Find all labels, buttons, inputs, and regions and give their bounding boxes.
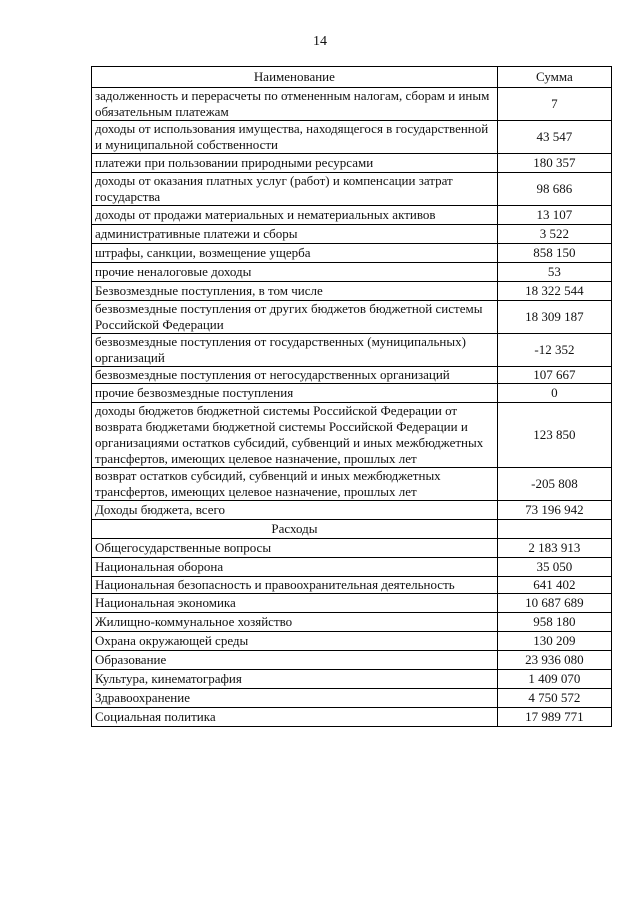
row-sum: 35 050 [497,558,611,577]
column-header-name: Наименование [92,67,498,88]
row-sum: 958 180 [497,613,611,632]
row-sum: 180 357 [497,154,611,173]
row-name: безвозмездные поступления от других бюджетов бюджетной системы Российской Федерации [92,301,498,334]
row-name: Образование [92,651,498,670]
row-name: прочие безвозмездные поступления [92,384,498,403]
row-sum: 858 150 [497,244,611,263]
row-name: Безвозмездные поступления, в том числе [92,282,498,301]
row-sum: 23 936 080 [497,651,611,670]
table-row [92,558,612,577]
table-row [92,367,612,384]
table-row [92,88,612,121]
row-name: доходы от оказания платных услуг (работ) и компенсации затрат государства [92,173,498,206]
row-name: доходы бюджетов бюджетной системы Российской Федерации от возврата бюджетами бюджетной системы Российской Федерации и организациями остатков субсидий, субвенций и иных межбюджетных трансфертов, имеющих целевое назначение, прошлых лет [92,403,498,468]
row-name: Здравоохранение [92,689,498,708]
row-sum: -205 808 [497,468,611,501]
row-sum: 7 [497,88,611,121]
row-name: Жилищно-коммунальное хозяйство [92,613,498,632]
row-sum: 10 687 689 [497,594,611,613]
row-name: Доходы бюджета, всего [92,501,498,520]
row-name: задолженность и перерасчеты по отмененным налогам, сборам и иным обязательным платежам [92,88,498,121]
budget-table [91,66,612,727]
table-row [92,539,612,558]
row-sum: 123 850 [497,403,611,468]
row-name: доходы от использования имущества, находящегося в государственной и муниципальной собственности [92,121,498,154]
row-name: безвозмездные поступления от негосударственных организаций [92,367,498,384]
table-row [92,468,612,501]
page-number: 14 [313,34,327,49]
table-row [92,577,612,594]
row-sum: 13 107 [497,206,611,225]
table-row [92,173,612,206]
table-row [92,206,612,225]
row-name: Охрана окружающей среды [92,632,498,651]
table-row [92,244,612,263]
table-row [92,403,612,468]
row-sum: 130 209 [497,632,611,651]
row-name: безвозмездные поступления от государственных (муниципальных) организаций [92,334,498,367]
row-sum: 43 547 [497,121,611,154]
section-empty-cell [497,520,611,539]
table-row [92,689,612,708]
table-row [92,594,612,613]
row-name: возврат остатков субсидий, субвенций и иных межбюджетных трансфертов, имеющих целевое назначение, прошлых лет [92,468,498,501]
row-sum: -12 352 [497,334,611,367]
table-row [92,708,612,727]
row-name: административные платежи и сборы [92,225,498,244]
table-row [92,632,612,651]
table-row [92,384,612,403]
table-row [92,282,612,301]
row-name: Национальная безопасность и правоохранительная деятельность [92,577,498,594]
row-sum: 107 667 [497,367,611,384]
table-header-row [92,67,612,88]
row-sum: 18 309 187 [497,301,611,334]
row-name: платежи при пользовании природными ресурсами [92,154,498,173]
table-row [92,334,612,367]
table-row [92,651,612,670]
row-name: Национальная оборона [92,558,498,577]
row-name: штрафы, санкции, возмещение ущерба [92,244,498,263]
row-sum: 1 409 070 [497,670,611,689]
table-row [92,154,612,173]
row-name: Культура, кинематография [92,670,498,689]
row-name: прочие неналоговые доходы [92,263,498,282]
section-title-expenses: Расходы [92,520,498,539]
table-row [92,121,612,154]
table-row [92,613,612,632]
table-row [92,263,612,282]
row-sum: 2 183 913 [497,539,611,558]
table-row [92,301,612,334]
table-row [92,670,612,689]
row-name: доходы от продажи материальных и нематериальных активов [92,206,498,225]
row-name: Общегосударственные вопросы [92,539,498,558]
table-row [92,501,612,520]
row-sum: 0 [497,384,611,403]
row-sum: 17 989 771 [497,708,611,727]
row-sum: 73 196 942 [497,501,611,520]
column-header-sum: Сумма [497,67,611,88]
row-name: Социальная политика [92,708,498,727]
row-sum: 98 686 [497,173,611,206]
row-sum: 53 [497,263,611,282]
section-row-expenses [92,520,612,539]
row-name: Национальная экономика [92,594,498,613]
row-sum: 4 750 572 [497,689,611,708]
row-sum: 3 522 [497,225,611,244]
row-sum: 18 322 544 [497,282,611,301]
table-row [92,225,612,244]
row-sum: 641 402 [497,577,611,594]
